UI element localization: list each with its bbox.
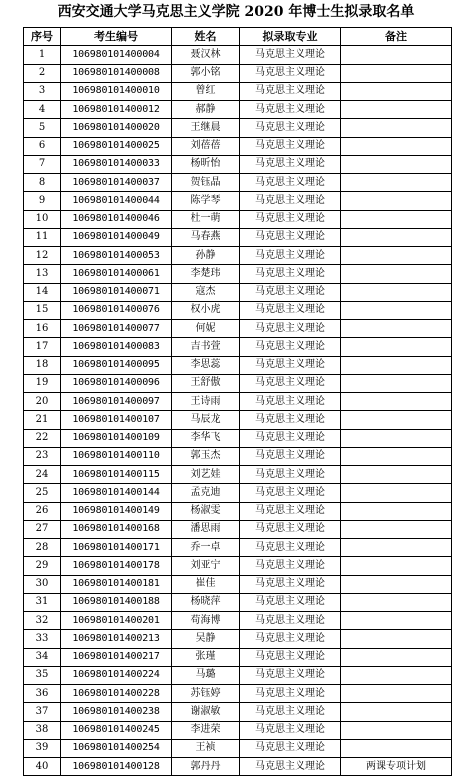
cell-name: 吴静 xyxy=(172,630,240,648)
cell-no: 18 xyxy=(24,356,61,374)
page-title: 西安交通大学马克思主义学院 2020 年博士生拟录取名单 xyxy=(57,4,415,20)
cell-note xyxy=(341,356,452,374)
cell-no: 28 xyxy=(24,539,61,557)
table-row xyxy=(24,393,452,411)
cell-major: 马克思主义理论 xyxy=(240,411,341,429)
cell-note xyxy=(341,630,452,648)
cell-name: 苏钰婷 xyxy=(172,685,240,703)
table-row xyxy=(24,502,452,520)
cell-name: 李进荣 xyxy=(172,721,240,739)
cell-no: 33 xyxy=(24,630,61,648)
cell-no: 2 xyxy=(24,64,61,82)
cell-id: 106980101400115 xyxy=(61,466,172,484)
cell-name: 王舒傲 xyxy=(172,374,240,392)
cell-major: 马克思主义理论 xyxy=(240,283,341,301)
cell-id: 106980101400004 xyxy=(61,46,172,64)
table-row xyxy=(24,265,452,283)
cell-name: 张瑾 xyxy=(172,648,240,666)
cell-name: 寇杰 xyxy=(172,283,240,301)
cell-name: 王继晨 xyxy=(172,119,240,137)
cell-note xyxy=(341,520,452,538)
admission-table xyxy=(23,27,452,776)
cell-note xyxy=(341,210,452,228)
cell-note xyxy=(341,429,452,447)
cell-name: 贺钰晶 xyxy=(172,174,240,192)
cell-no: 21 xyxy=(24,411,61,429)
cell-no: 5 xyxy=(24,119,61,137)
cell-name: 马璐 xyxy=(172,666,240,684)
table-row xyxy=(24,648,452,666)
table-row xyxy=(24,247,452,265)
header-id: 考生编号 xyxy=(61,28,172,46)
cell-note xyxy=(341,119,452,137)
cell-id: 106980101400228 xyxy=(61,685,172,703)
cell-name: 杜一萌 xyxy=(172,210,240,228)
cell-no: 26 xyxy=(24,502,61,520)
cell-note xyxy=(341,46,452,64)
cell-note xyxy=(341,301,452,319)
cell-name: 刘亚宁 xyxy=(172,557,240,575)
cell-name: 聂汉林 xyxy=(172,46,240,64)
cell-note xyxy=(341,320,452,338)
table-row xyxy=(24,721,452,739)
table-row xyxy=(24,64,452,82)
cell-name: 马辰龙 xyxy=(172,411,240,429)
cell-major: 马克思主义理论 xyxy=(240,192,341,210)
cell-id: 106980101400077 xyxy=(61,320,172,338)
table-row xyxy=(24,155,452,173)
cell-note xyxy=(341,192,452,210)
cell-name: 王祯 xyxy=(172,739,240,757)
cell-major: 马克思主义理论 xyxy=(240,520,341,538)
cell-major: 马克思主义理论 xyxy=(240,338,341,356)
cell-no: 17 xyxy=(24,338,61,356)
cell-major: 马克思主义理论 xyxy=(240,82,341,100)
cell-id: 106980101400144 xyxy=(61,484,172,502)
cell-note xyxy=(341,447,452,465)
cell-name: 郭小铭 xyxy=(172,64,240,82)
cell-major: 马克思主义理论 xyxy=(240,320,341,338)
cell-major: 马克思主义理论 xyxy=(240,612,341,630)
cell-no: 11 xyxy=(24,228,61,246)
table-row xyxy=(24,283,452,301)
cell-id: 106980101400061 xyxy=(61,265,172,283)
cell-no: 37 xyxy=(24,703,61,721)
cell-note xyxy=(341,228,452,246)
cell-id: 106980101400025 xyxy=(61,137,172,155)
cell-no: 10 xyxy=(24,210,61,228)
cell-id: 106980101400245 xyxy=(61,721,172,739)
cell-major: 马克思主义理论 xyxy=(240,374,341,392)
cell-id: 106980101400109 xyxy=(61,429,172,447)
table-row xyxy=(24,356,452,374)
cell-id: 106980101400071 xyxy=(61,283,172,301)
table-row xyxy=(24,210,452,228)
table-row xyxy=(24,612,452,630)
cell-note xyxy=(341,593,452,611)
cell-no: 4 xyxy=(24,101,61,119)
table-row xyxy=(24,374,452,392)
cell-id: 106980101400049 xyxy=(61,228,172,246)
cell-no: 9 xyxy=(24,192,61,210)
cell-id: 106980101400096 xyxy=(61,374,172,392)
cell-note xyxy=(341,648,452,666)
cell-id: 106980101400171 xyxy=(61,539,172,557)
cell-no: 19 xyxy=(24,374,61,392)
table-row xyxy=(24,411,452,429)
table-row xyxy=(24,758,452,776)
cell-name: 马春燕 xyxy=(172,228,240,246)
cell-major: 马克思主义理论 xyxy=(240,575,341,593)
table-row xyxy=(24,192,452,210)
cell-major: 马克思主义理论 xyxy=(240,137,341,155)
cell-note xyxy=(341,393,452,411)
cell-major: 马克思主义理论 xyxy=(240,466,341,484)
cell-no: 22 xyxy=(24,429,61,447)
cell-major: 马克思主义理论 xyxy=(240,739,341,757)
cell-id: 106980101400181 xyxy=(61,575,172,593)
cell-name: 何妮 xyxy=(172,320,240,338)
table-row xyxy=(24,228,452,246)
cell-no: 31 xyxy=(24,593,61,611)
cell-id: 106980101400095 xyxy=(61,356,172,374)
cell-id: 106980101400188 xyxy=(61,593,172,611)
table-row xyxy=(24,429,452,447)
cell-major: 马克思主义理论 xyxy=(240,758,341,776)
table-row xyxy=(24,630,452,648)
cell-no: 7 xyxy=(24,155,61,173)
cell-name: 孟克迪 xyxy=(172,484,240,502)
cell-no: 32 xyxy=(24,612,61,630)
cell-major: 马克思主义理论 xyxy=(240,685,341,703)
cell-name: 潘思雨 xyxy=(172,520,240,538)
cell-major: 马克思主义理论 xyxy=(240,630,341,648)
cell-id: 106980101400008 xyxy=(61,64,172,82)
cell-note xyxy=(341,703,452,721)
cell-id: 106980101400053 xyxy=(61,247,172,265)
cell-no: 24 xyxy=(24,466,61,484)
cell-no: 14 xyxy=(24,283,61,301)
cell-id: 106980101400046 xyxy=(61,210,172,228)
cell-note xyxy=(341,338,452,356)
cell-note xyxy=(341,575,452,593)
table-row xyxy=(24,82,452,100)
cell-note xyxy=(341,411,452,429)
cell-name: 杨晓萍 xyxy=(172,593,240,611)
table-row xyxy=(24,320,452,338)
cell-major: 马克思主义理论 xyxy=(240,228,341,246)
cell-major: 马克思主义理论 xyxy=(240,265,341,283)
cell-name: 郝静 xyxy=(172,101,240,119)
cell-no: 40 xyxy=(24,758,61,776)
cell-note xyxy=(341,247,452,265)
cell-major: 马克思主义理论 xyxy=(240,119,341,137)
table-row xyxy=(24,739,452,757)
table-row xyxy=(24,484,452,502)
cell-no: 8 xyxy=(24,174,61,192)
cell-note: 两课专项计划 xyxy=(341,758,452,776)
table-row xyxy=(24,520,452,538)
cell-no: 20 xyxy=(24,393,61,411)
cell-id: 106980101400217 xyxy=(61,648,172,666)
cell-note xyxy=(341,612,452,630)
cell-note xyxy=(341,721,452,739)
cell-note xyxy=(341,557,452,575)
header-no: 序号 xyxy=(24,28,61,46)
cell-note xyxy=(341,502,452,520)
cell-name: 杨淑雯 xyxy=(172,502,240,520)
cell-no: 34 xyxy=(24,648,61,666)
cell-note xyxy=(341,101,452,119)
cell-note xyxy=(341,466,452,484)
cell-no: 12 xyxy=(24,247,61,265)
header-note: 备注 xyxy=(341,28,452,46)
table-row xyxy=(24,703,452,721)
table-row xyxy=(24,137,452,155)
cell-note xyxy=(341,539,452,557)
cell-major: 马克思主义理论 xyxy=(240,648,341,666)
cell-note xyxy=(341,137,452,155)
cell-major: 马克思主义理论 xyxy=(240,155,341,173)
cell-id: 106980101400213 xyxy=(61,630,172,648)
cell-major: 马克思主义理论 xyxy=(240,484,341,502)
cell-name: 李楚玮 xyxy=(172,265,240,283)
cell-name: 陈学琴 xyxy=(172,192,240,210)
cell-id: 106980101400097 xyxy=(61,393,172,411)
cell-major: 马克思主义理论 xyxy=(240,356,341,374)
cell-name: 李华飞 xyxy=(172,429,240,447)
cell-id: 106980101400020 xyxy=(61,119,172,137)
cell-no: 6 xyxy=(24,137,61,155)
cell-id: 106980101400010 xyxy=(61,82,172,100)
cell-name: 郭玉杰 xyxy=(172,447,240,465)
cell-note xyxy=(341,265,452,283)
cell-name: 吉书萱 xyxy=(172,338,240,356)
cell-id: 106980101400083 xyxy=(61,338,172,356)
cell-no: 38 xyxy=(24,721,61,739)
cell-major: 马克思主义理论 xyxy=(240,64,341,82)
cell-no: 3 xyxy=(24,82,61,100)
cell-no: 39 xyxy=(24,739,61,757)
cell-id: 106980101400168 xyxy=(61,520,172,538)
cell-name: 李思蕊 xyxy=(172,356,240,374)
cell-id: 106980101400178 xyxy=(61,557,172,575)
table-body xyxy=(24,46,452,776)
cell-major: 马克思主义理论 xyxy=(240,301,341,319)
cell-note xyxy=(341,685,452,703)
cell-id: 106980101400037 xyxy=(61,174,172,192)
table-row xyxy=(24,46,452,64)
cell-no: 23 xyxy=(24,447,61,465)
table-row xyxy=(24,685,452,703)
cell-major: 马克思主义理论 xyxy=(240,593,341,611)
table-row xyxy=(24,338,452,356)
cell-no: 15 xyxy=(24,301,61,319)
cell-id: 106980101400033 xyxy=(61,155,172,173)
table-row xyxy=(24,557,452,575)
cell-id: 106980101400128 xyxy=(61,758,172,776)
table-row xyxy=(24,101,452,119)
cell-major: 马克思主义理论 xyxy=(240,46,341,64)
cell-id: 106980101400201 xyxy=(61,612,172,630)
cell-id: 106980101400044 xyxy=(61,192,172,210)
cell-note xyxy=(341,739,452,757)
cell-note xyxy=(341,283,452,301)
table-row xyxy=(24,666,452,684)
table-header-row xyxy=(24,28,452,46)
cell-no: 35 xyxy=(24,666,61,684)
cell-name: 谢淑敏 xyxy=(172,703,240,721)
cell-id: 106980101400107 xyxy=(61,411,172,429)
cell-major: 马克思主义理论 xyxy=(240,174,341,192)
cell-note xyxy=(341,174,452,192)
table-row xyxy=(24,301,452,319)
cell-major: 马克思主义理论 xyxy=(240,666,341,684)
table-row xyxy=(24,539,452,557)
cell-major: 马克思主义理论 xyxy=(240,210,341,228)
table-row xyxy=(24,447,452,465)
cell-note xyxy=(341,82,452,100)
cell-name: 王诗雨 xyxy=(172,393,240,411)
cell-id: 106980101400224 xyxy=(61,666,172,684)
cell-major: 马克思主义理论 xyxy=(240,429,341,447)
cell-major: 马克思主义理论 xyxy=(240,247,341,265)
cell-major: 马克思主义理论 xyxy=(240,393,341,411)
cell-name: 刘蓓蓓 xyxy=(172,137,240,155)
cell-note xyxy=(341,64,452,82)
cell-note xyxy=(341,484,452,502)
cell-name: 郭丹丹 xyxy=(172,758,240,776)
cell-name: 刘艺娃 xyxy=(172,466,240,484)
cell-major: 马克思主义理论 xyxy=(240,502,341,520)
cell-name: 曾红 xyxy=(172,82,240,100)
table-row xyxy=(24,174,452,192)
cell-no: 25 xyxy=(24,484,61,502)
cell-no: 30 xyxy=(24,575,61,593)
cell-major: 马克思主义理论 xyxy=(240,557,341,575)
cell-note xyxy=(341,155,452,173)
cell-no: 29 xyxy=(24,557,61,575)
cell-name: 乔一卓 xyxy=(172,539,240,557)
cell-major: 马克思主义理论 xyxy=(240,721,341,739)
cell-id: 106980101400254 xyxy=(61,739,172,757)
table-row xyxy=(24,593,452,611)
cell-no: 16 xyxy=(24,320,61,338)
cell-major: 马克思主义理论 xyxy=(240,101,341,119)
cell-no: 13 xyxy=(24,265,61,283)
cell-id: 106980101400076 xyxy=(61,301,172,319)
cell-name: 苟海博 xyxy=(172,612,240,630)
cell-major: 马克思主义理论 xyxy=(240,703,341,721)
table-row xyxy=(24,119,452,137)
header-major: 拟录取专业 xyxy=(240,28,341,46)
cell-no: 36 xyxy=(24,685,61,703)
cell-name: 孙静 xyxy=(172,247,240,265)
cell-id: 106980101400110 xyxy=(61,447,172,465)
cell-id: 106980101400238 xyxy=(61,703,172,721)
cell-major: 马克思主义理论 xyxy=(240,539,341,557)
cell-id: 106980101400149 xyxy=(61,502,172,520)
header-name: 姓名 xyxy=(172,28,240,46)
cell-name: 杨昕怡 xyxy=(172,155,240,173)
cell-no: 1 xyxy=(24,46,61,64)
cell-id: 106980101400012 xyxy=(61,101,172,119)
table-row xyxy=(24,466,452,484)
cell-name: 权小虎 xyxy=(172,301,240,319)
cell-note xyxy=(341,666,452,684)
cell-major: 马克思主义理论 xyxy=(240,447,341,465)
cell-no: 27 xyxy=(24,520,61,538)
cell-note xyxy=(341,374,452,392)
table-row xyxy=(24,575,452,593)
cell-name: 崔佳 xyxy=(172,575,240,593)
